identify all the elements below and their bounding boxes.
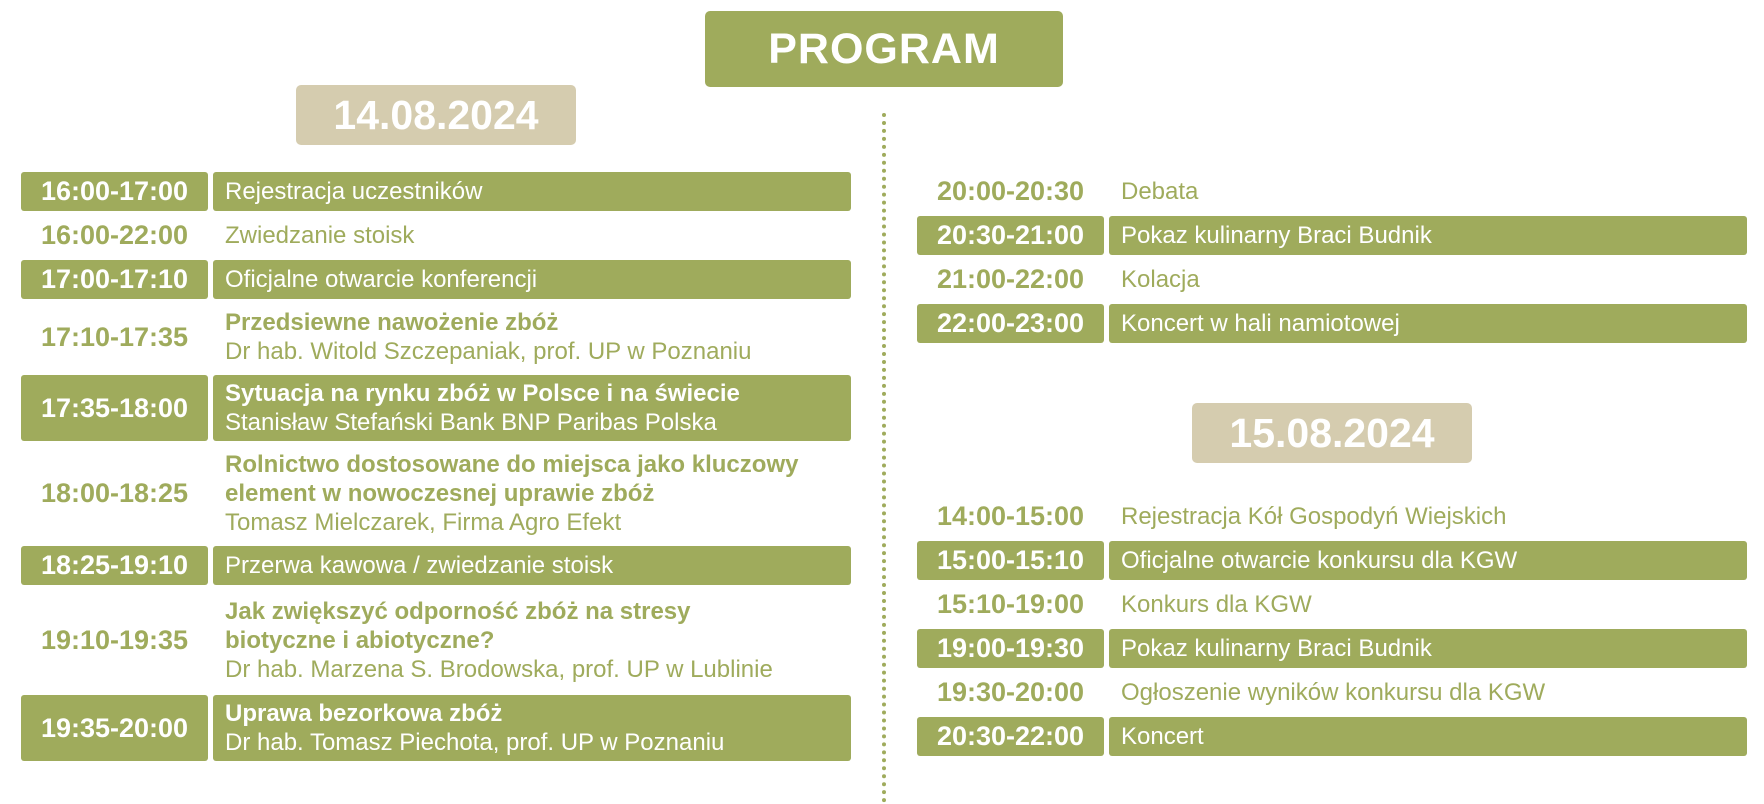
session-time: 19:00-19:30 bbox=[917, 629, 1104, 668]
session-label: Oficjalne otwarcie konferencji bbox=[225, 266, 538, 293]
schedule-row bbox=[917, 172, 1747, 211]
session-speaker: Stanisław Stefański Bank BNP Paribas Polska bbox=[225, 409, 717, 436]
session-description bbox=[1109, 673, 1747, 712]
schedule-row bbox=[21, 546, 851, 585]
session-time: 22:00-23:00 bbox=[917, 304, 1104, 343]
session-description bbox=[213, 260, 851, 299]
schedule-row bbox=[21, 695, 851, 761]
schedule-row bbox=[21, 304, 851, 370]
session-title: biotyczne i abiotyczne? bbox=[225, 626, 495, 654]
schedule-row bbox=[917, 585, 1747, 624]
session-time: 19:10-19:35 bbox=[40, 624, 189, 655]
session-description bbox=[1109, 497, 1747, 536]
session-time: 20:00-20:30 bbox=[936, 176, 1085, 206]
schedule-row bbox=[21, 260, 851, 299]
session-description bbox=[213, 304, 851, 370]
session-description bbox=[1109, 260, 1747, 299]
session-label: Pokaz kulinarny Braci Budnik bbox=[1121, 635, 1432, 662]
schedule-row bbox=[917, 260, 1747, 299]
session-title: Przedsiewne nawożenie zbóż bbox=[225, 309, 559, 336]
schedule-row bbox=[21, 446, 851, 541]
schedule-row bbox=[917, 304, 1747, 343]
session-title: Uprawa bezorkowa zbóż bbox=[225, 700, 503, 727]
session-label: Debata bbox=[1121, 178, 1199, 205]
session-time: 16:00-22:00 bbox=[40, 220, 189, 250]
session-description bbox=[213, 695, 851, 761]
session-time: 18:00-18:25 bbox=[40, 478, 189, 508]
session-time: 17:10-17:35 bbox=[40, 321, 189, 352]
session-label: Kolacja bbox=[1121, 266, 1200, 293]
session-label: Rejestracja uczestników bbox=[225, 178, 483, 205]
session-title: Rolnictwo dostosowane do miejsca jako kluczowy bbox=[225, 451, 799, 478]
session-description bbox=[1109, 629, 1747, 668]
session-time: 20:30-21:00 bbox=[917, 216, 1104, 255]
session-label: Konkurs dla KGW bbox=[1121, 591, 1312, 618]
session-description bbox=[1109, 216, 1747, 255]
schedule-row bbox=[917, 541, 1747, 580]
schedule-row bbox=[21, 216, 851, 255]
session-label: Przerwa kawowa / zwiedzanie stoisk bbox=[225, 552, 614, 579]
schedule-row bbox=[917, 216, 1747, 255]
session-time: 15:00-15:10 bbox=[917, 541, 1104, 580]
day2-schedule bbox=[917, 497, 1747, 761]
session-label: Pokaz kulinarny Braci Budnik bbox=[1121, 222, 1432, 249]
session-time: 18:25-19:10 bbox=[21, 546, 208, 585]
session-description bbox=[213, 590, 851, 690]
session-label: Rejestracja Kół Gospodyń Wiejskich bbox=[1121, 503, 1507, 530]
session-speaker: Tomasz Mielczarek, Firma Agro Efekt bbox=[225, 509, 622, 536]
session-speaker: Dr hab. Tomasz Piechota, prof. UP w Poznaniu bbox=[225, 729, 725, 756]
day2-date-badge: 15.08.2024 bbox=[1192, 403, 1472, 463]
session-label: Koncert bbox=[1121, 723, 1204, 750]
session-time: 20:30-22:00 bbox=[917, 717, 1104, 756]
schedule-row bbox=[917, 673, 1747, 712]
session-time: 14:00-15:00 bbox=[936, 501, 1085, 531]
session-description bbox=[1109, 172, 1747, 211]
program-title: PROGRAM bbox=[705, 11, 1063, 87]
day1-schedule bbox=[21, 172, 851, 766]
schedule-row bbox=[21, 375, 851, 441]
session-time: 15:10-19:00 bbox=[936, 589, 1085, 619]
session-title: Sytuacja na rynku zbóż w Polsce i na świecie bbox=[225, 380, 740, 407]
schedule-row bbox=[21, 172, 851, 211]
session-description bbox=[213, 546, 851, 585]
column-divider bbox=[882, 113, 886, 803]
day1-evening-schedule bbox=[917, 172, 1747, 348]
session-description bbox=[1109, 717, 1747, 756]
session-label: Ogłoszenie wyników konkursu dla KGW bbox=[1121, 679, 1546, 706]
session-time: 17:00-17:10 bbox=[21, 260, 208, 299]
day1-date-badge: 14.08.2024 bbox=[296, 85, 576, 145]
session-title: element w nowoczesnej uprawie zbóż bbox=[225, 480, 655, 507]
session-description bbox=[1109, 541, 1747, 580]
session-time: 16:00-17:00 bbox=[21, 172, 208, 211]
schedule-row bbox=[917, 629, 1747, 668]
session-label: Koncert w hali namiotowej bbox=[1121, 310, 1400, 337]
schedule-row bbox=[21, 590, 851, 690]
session-description bbox=[213, 375, 851, 441]
session-description bbox=[213, 216, 851, 255]
session-description bbox=[1109, 585, 1747, 624]
session-time: 19:30-20:00 bbox=[936, 677, 1085, 707]
session-time: 21:00-22:00 bbox=[936, 264, 1085, 294]
session-time: 19:35-20:00 bbox=[21, 695, 208, 761]
session-description bbox=[1109, 304, 1747, 343]
session-speaker: Dr hab. Marzena S. Brodowska, prof. UP w Lublinie bbox=[225, 655, 773, 683]
schedule-row bbox=[917, 717, 1747, 756]
session-time: 17:35-18:00 bbox=[21, 375, 208, 441]
session-label: Oficjalne otwarcie konkursu dla KGW bbox=[1121, 547, 1518, 574]
session-description bbox=[213, 446, 851, 541]
session-description bbox=[213, 172, 851, 211]
schedule-row bbox=[917, 497, 1747, 536]
session-title: Jak zwiększyć odporność zbóż na stresy bbox=[225, 597, 691, 625]
session-speaker: Dr hab. Witold Szczepaniak, prof. UP w Poznaniu bbox=[225, 338, 752, 365]
session-label: Zwiedzanie stoisk bbox=[225, 222, 415, 249]
